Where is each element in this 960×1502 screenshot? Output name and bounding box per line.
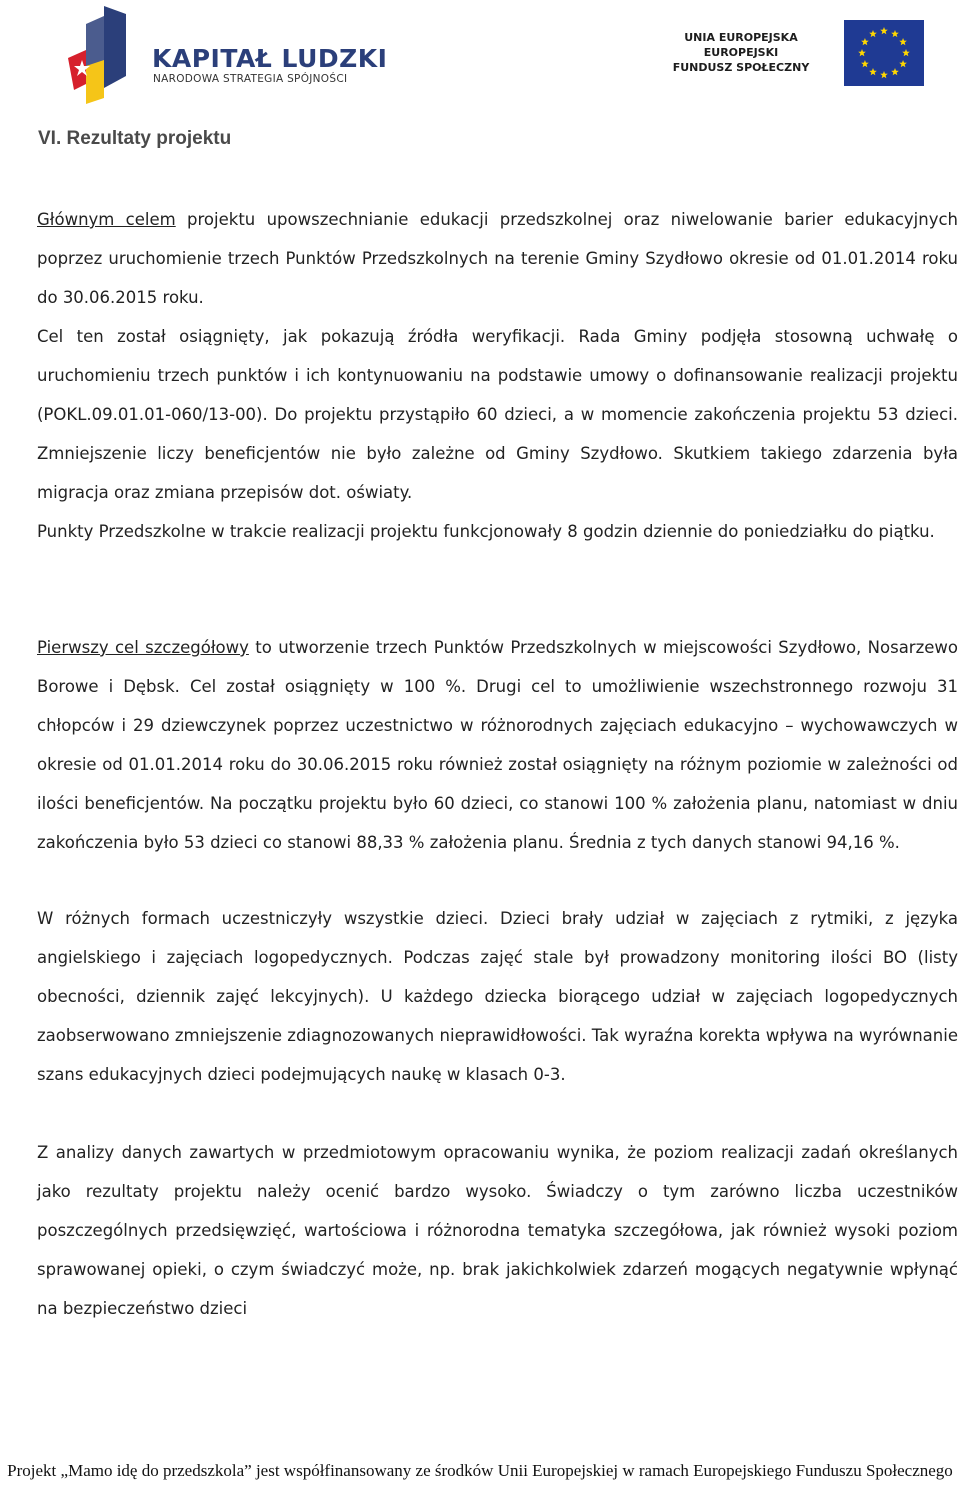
eu-line-1: UNIA EUROPEJSKA (684, 31, 798, 44)
logo-title: KAPITAŁ LUDZKI (152, 44, 388, 73)
paragraph-main-goal (37, 200, 958, 551)
kapital-ludzki-emblem-icon (64, 6, 136, 106)
main-goal-text: projektu upowszechnianie edukacji przedszkolnej oraz niwelowanie barier edukacyjnych poprzez uruchomienie trzech Punktów Przedszkolnych na terenie Gminy Szydłowo okresie od 01.01.2014 roku do 30.06.2015 roku. (37, 210, 958, 307)
page-footer: Projekt „Mamo idę do przedszkola” jest współfinansowany ze środków Unii Europejskiej w ramach Europejskiego Funduszu Społecznego (7, 1461, 953, 1480)
logo-subtitle: NARODOWA STRATEGIA SPÓJNOŚCI (153, 73, 348, 85)
eu-logo-text (666, 30, 816, 75)
page-header (0, 0, 960, 110)
paragraph-conclusion (37, 1133, 958, 1328)
specific-goal-text: to utworzenie trzech Punktów Przedszkolnych w miejscowości Szydłowo, Nosarzewo Borowe i Dębsk. Cel został osiągnięty w 100 %. Drugi cel to umożliwienie wszechstronnego rozwoju 31 chłopców i 29 dziewczynek poprzez uczestnictwo w różnorodnych zajęciach edukacyjno – wychowawczych w okresie od 01.01.2014 roku do 30.06.2015 roku również został osiągnięty na różnym poziomie w zależności od ilości beneficjentów. Na początku projektu było 60 dzieci, co stanowi 100 % założenia planu, natomiast w dniu zakończenia było 53 dzieci co stanowi 88,33 % założenia planu. Średnia z tych danych stanowi 94,16 %. (37, 638, 958, 852)
opening-hours-text: Punkty Przedszkolne w trakcie realizacji projektu funkcjonowały 8 godzin dziennie do poniedziałku do piątku. (37, 522, 935, 541)
section-heading: VI. Rezultaty projektu (38, 128, 232, 149)
main-goal-label: Głównym celem (37, 210, 176, 229)
eu-line-3: FUNDUSZ SPOŁECZNY (672, 61, 810, 74)
goal-achieved-text: Cel ten został osiągnięty, jak pokazują źródła weryfikacji. Rada Gminy podjęła stosowną uchwałę o uruchomieniu trzech punktów i ich kontynuowaniu na podstawie umowy o dofinansowanie realizacji projektu (POKL.09.01.01-060/13-00). Do projektu przystąpiło 60 dzieci, a w momencie zakończenia projektu 53 dzieci. Zmniejszenie liczy beneficjentów nie było zależne od Gminy Szydłowo. Skutkiem takiego zdarzenia była migracja oraz zmiana przepisów dot. oświaty. (37, 327, 958, 502)
kapital-ludzki-logo (64, 6, 388, 106)
activities-text: W różnych formach uczestniczyły wszystkie dzieci. Dzieci brały udział w zajęciach z rytmiki, z języka angielskiego i zajęciach logopedycznych. Podczas zajęć stale był prowadzony monitoring ilości BO (listy obecności, dziennik zajęć lekcyjnych). U każdego dziecka biorącego udział w zajęciach logopedycznych zaobserwowano zmniejszenie zdiagnozowanych nieprawidłowości. Tak wyraźna korekta wpływa na wyrównanie szans edukacyjnych dzieci podejmujących naukę w klasach 0-3. (37, 909, 958, 1084)
eu-logo (660, 18, 930, 90)
conclusion-text: Z analizy danych zawartych w przedmiotowym opracowaniu wynika, że poziom realizacji zadań określanych jako rezultaty projektu należy ocenić bardzo wysoko. Świadczy o tym zarówno liczba uczestników poszczególnych przedsięwzięć, wartościowa i różnorodna tematyka szczegółowa, jak również wysoki poziom sprawowanej opieki, o czym świadczyć może, np. brak jakichkolwiek zdarzeń mogących negatywnie wpłynąć na bezpieczeństwo dzieci (37, 1143, 958, 1318)
paragraph-specific-goal (37, 628, 958, 862)
specific-goal-label: Pierwszy cel szczegółowy (37, 638, 249, 657)
eu-flag-icon (844, 20, 924, 86)
paragraph-activities (37, 899, 958, 1094)
eu-line-2: EUROPEJSKI (703, 46, 779, 59)
